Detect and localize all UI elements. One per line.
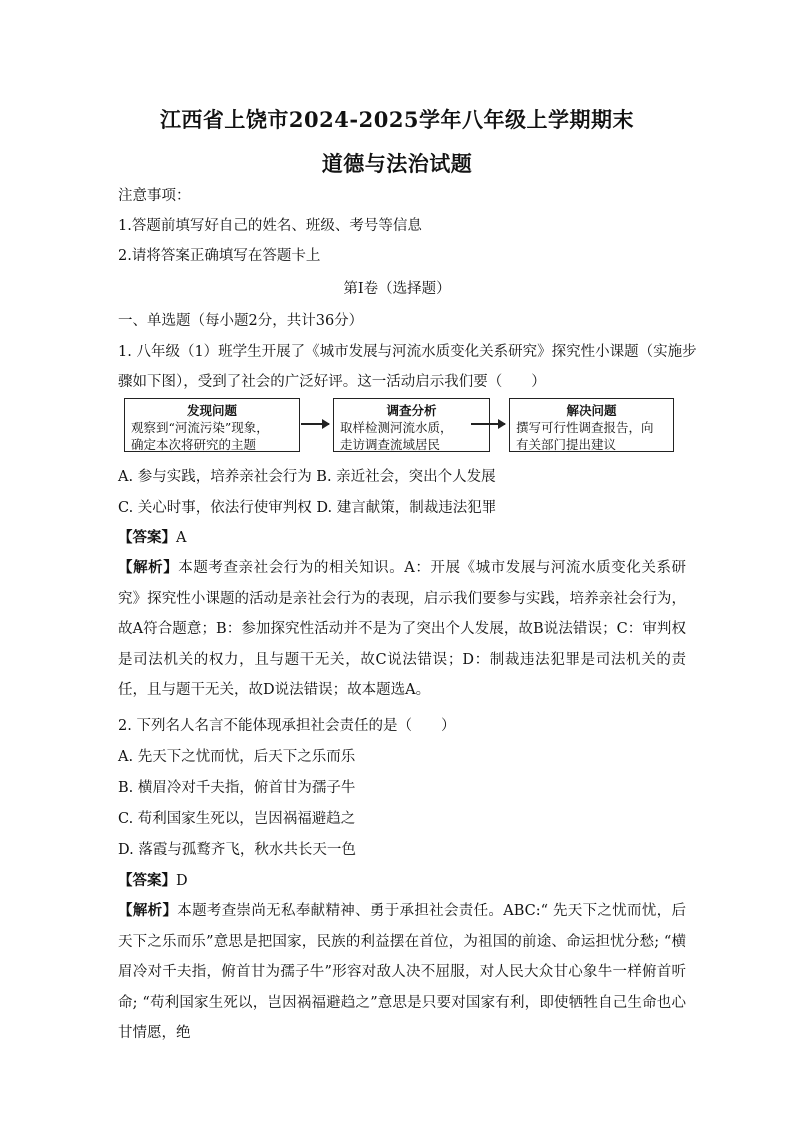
analysis-text: 本题考查崇尚无私奉献精神、勇于承担社会责任。ABC:“ 先天下之忧而忧，后天下之乐而乐”意思是把国家，民族的利益摆在首位，为祖国的前途、命运担忧分愁; “横眉冷对千夫指，俯首甘为孺子牛”形容对敌人决不屈服，对人民大众甘心象牛一样俯首听命; “苟利国家生死以，岂因祸福避趋之”意思是只要对国家有利，即使牺牲自己生命也心甘情愿，绝 [118,903,687,1041]
answer-label: 【答案】 [118,529,176,546]
volume-title: 第Ⅰ卷（选择题） [343,281,451,297]
flow-box-text: 撰写可行性调查报告，向 [516,420,654,435]
q1-analysis [118,553,686,706]
answer-label: 【答案】 [118,872,176,889]
exam-subtitle: 道德与法治试题 [321,151,473,176]
q2-option-c: C. 苟利国家生死以，岂因祸福避趋之 [118,811,356,827]
answer-value: A [176,530,187,546]
q1-flow-diagram [118,395,686,465]
flow-arrow-right-icon [301,423,329,425]
q2-analysis [118,896,686,1049]
analysis-label: 【解析】 [118,902,178,919]
notice-heading: 注意事项： [118,188,191,204]
q2-answer [118,871,686,891]
flow-box-text: 观察到“河流污染”现象， [131,420,269,435]
q2-option-d: D. 落霞与孤鹜齐飞，秋水共长天一色 [118,842,356,858]
analysis-label: 【解析】 [118,559,179,576]
flow-box-discover [124,398,300,452]
flow-box-solve [509,398,674,452]
q1-stem-line1: 1. 八年级（1）班学生开展了《城市发展与河流水质变化关系研究》探究性小课题（实施步 [118,344,697,360]
q1-stem-line2: 骤如下图），受到了社会的广泛好评。这一活动启示我们要（ ） [118,374,546,390]
analysis-text: 本题考查亲社会行为的相关知识。A：开展《城市发展与河流水质变化关系研究》探究性小课题的活动是亲社会行为的表现，启示我们要参与实践，培养亲社会行为，故A符合题意；B：参加探究性活动并不是为了突出个人发展，故B说法错误；C：审判权是司法机关的权力，且与题干无关，故C说法错误；D：制裁违法犯罪是司法机关的责任，且与题干无关，故D说法错误；故本题选A。 [118,560,687,698]
section-title: 一、单选题（每小题2分，共计36分） [118,313,364,329]
q1-options-cd: C. 关心时事，依法行使审判权 D. 建言献策，制裁违法犯罪 [118,500,497,516]
q2-option-b: B. 横眉冷对千夫指，俯首甘为孺子牛 [118,780,356,796]
q2-option-a: A. 先天下之忧而忧，后天下之乐而乐 [118,749,356,765]
flow-box-text: 有关部门提出建议 [516,437,617,452]
q2-stem: 2. 下列名人名言不能体现承担社会责任的是（ ） [118,718,456,734]
answer-value: D [176,873,188,889]
flow-arrow-right-icon [471,423,505,425]
flow-box-title: 调查分析 [386,403,437,418]
notice-item-1: 1.答题前填写好自己的姓名、班级、考号等信息 [118,218,422,234]
flow-box-text: 取样检测河流水质， [340,420,453,435]
flow-box-text: 确定本次将研究的主题 [131,437,257,452]
flow-box-title: 解决问题 [566,403,617,418]
q1-answer [118,528,686,548]
flow-box-investigate [333,398,490,452]
q1-options-ab: A. 参与实践，培养亲社会行为 B. 亲近社会，突出个人发展 [118,469,496,485]
notice-item-2: 2.请将答案正确填写在答题卡上 [118,248,321,264]
exam-title: 江西省上饶市2024-2025学年八年级上学期期末 [159,107,635,132]
flow-box-title: 发现问题 [186,403,237,418]
flow-box-text: 走访调查流域居民 [340,437,441,452]
